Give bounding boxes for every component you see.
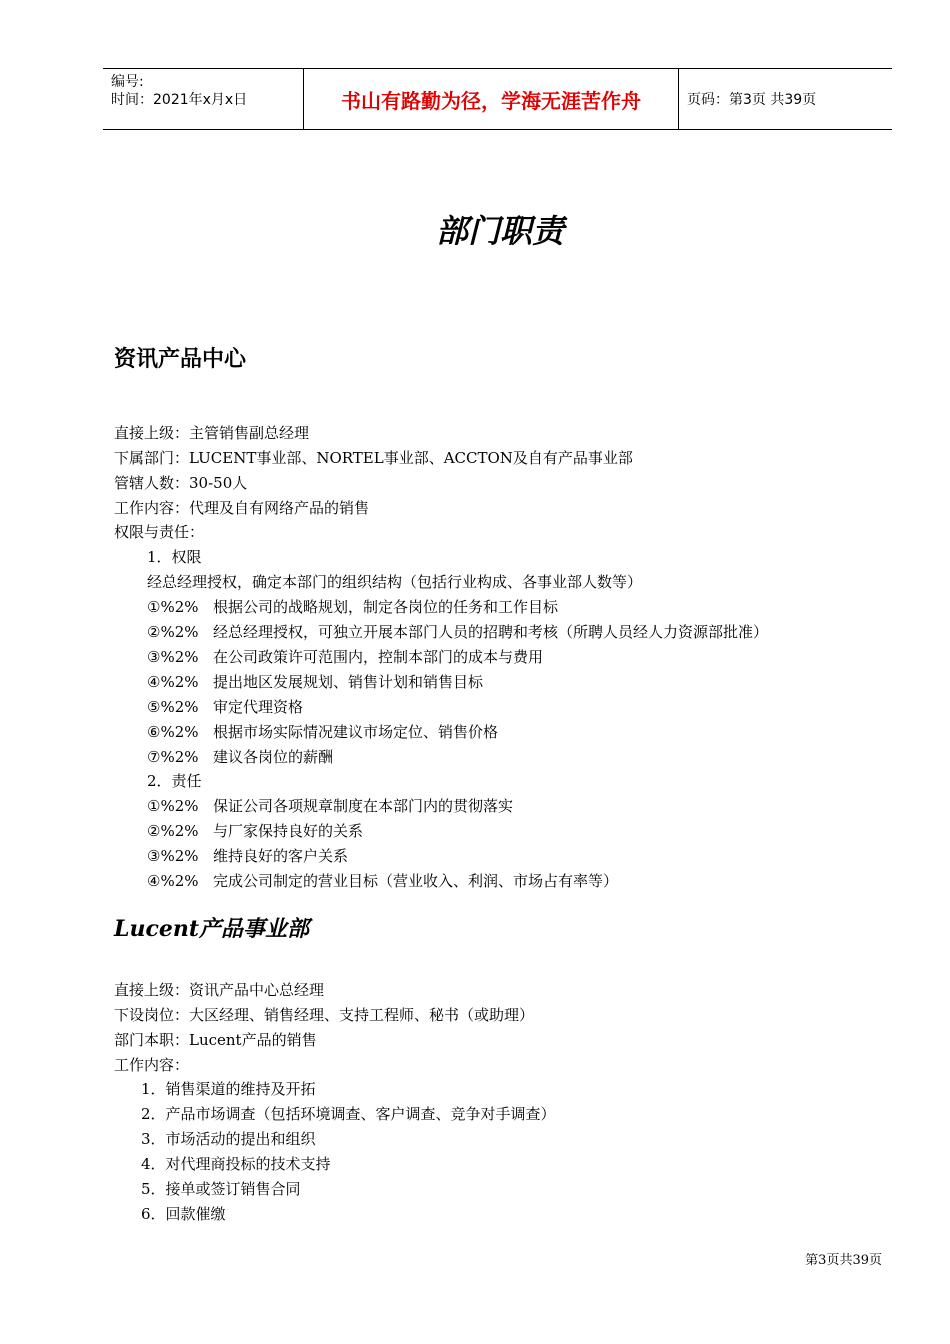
item-text: 根据公司的战略规划，制定各岗位的任务和工作目标 [213,598,559,616]
item-text: 完成公司制定的营业目标（营业收入、利润、市场占有率等） [213,872,619,890]
section-heading-info-products: 资讯产品中心 [114,347,247,372]
list-item [147,697,303,717]
item-text: 保证公司各项规章制度在本部门内的贯彻落实 [213,797,514,815]
list-item [147,821,363,841]
item-text: 建议各岗位的薪酬 [213,748,334,766]
item-text: 维持良好的客户关系 [213,847,349,865]
document-title: 部门职责 [435,212,564,250]
item-number: ⑥%2% [147,723,199,741]
item-number: ②%2% [147,822,199,840]
item-text: 经总经理授权，可独立开展本部门人员的招聘和考核（所聘人员经人力资源部批准） [213,623,769,641]
item-number: ③%2% [147,847,199,865]
header-meta [103,69,303,129]
item-number: ③%2% [147,648,199,666]
item-number: ②%2% [147,623,199,641]
item-number: ⑦%2% [147,748,199,766]
time-label: 时间：2021年x月x日 [111,92,248,108]
list-item: 1．销售渠道的维持及开拓 [141,1080,316,1098]
positions: 下设岗位：大区经理、销售经理、支持工程师、秘书（或助理） [114,1006,535,1024]
item-number: ④%2% [147,673,199,691]
list-item: 4．对代理商投标的技术支持 [141,1155,331,1173]
header-page-info: 页码：第3页 共39页 [687,92,817,108]
authority-label: 1．权限 [147,548,202,566]
item-number: ①%2% [147,797,199,815]
section-heading-lucent: Lucent产品事业部 [114,916,310,942]
responsibility-label: 2．责任 [147,772,202,790]
number-label: 编号: [111,74,144,90]
list-item [147,871,618,891]
list-item [147,597,558,617]
list-item [147,846,348,866]
list-item [147,672,483,692]
direct-superior: 直接上级：资讯产品中心总经理 [114,981,325,999]
work-content: 工作内容：代理及自有网络产品的销售 [114,499,370,517]
item-text: 与厂家保持良好的关系 [213,822,364,840]
staff-count: 管辖人数：30-50人 [114,474,248,492]
item-text: 提出地区发展规划、销售计划和销售目标 [213,673,484,691]
direct-superior: 直接上级：主管销售副总经理 [114,424,310,442]
list-item [147,722,498,742]
list-item [147,796,513,816]
page-header [103,68,892,130]
list-item: 2．产品市场调查（包括环境调查、客户调查、竞争对手调查） [141,1105,556,1123]
list-item: 3．市场活动的提出和组织 [141,1130,316,1148]
list-item [147,647,543,667]
item-number: ⑤%2% [147,698,199,716]
list-item [147,747,333,767]
list-item [147,622,768,642]
authority-intro: 经总经理授权，确定本部门的组织结构（包括行业构成、各事业部人数等） [147,573,643,591]
rights-label: 权限与责任： [114,523,205,541]
item-text: 根据市场实际情况建议市场定位、销售价格 [213,723,499,741]
item-number: ①%2% [147,598,199,616]
list-item: 6．回款催缴 [141,1205,226,1223]
item-text: 在公司政策许可范围内，控制本部门的成本与费用 [213,648,544,666]
work-label: 工作内容： [114,1056,190,1074]
header-motto: 书山有路勤为径，学海无涯苦作舟 [303,69,679,129]
item-text: 审定代理资格 [213,698,304,716]
sub-departments: 下属部门：LUCENT事业部、NORTEL事业部、ACCTON及自有产品事业部 [114,449,633,467]
item-number: ④%2% [147,872,199,890]
department-duty: 部门本职：Lucent产品的销售 [114,1031,317,1049]
page-footer: 第3页共39页 [805,1253,882,1268]
list-item: 5．接单或签订销售合同 [141,1180,301,1198]
